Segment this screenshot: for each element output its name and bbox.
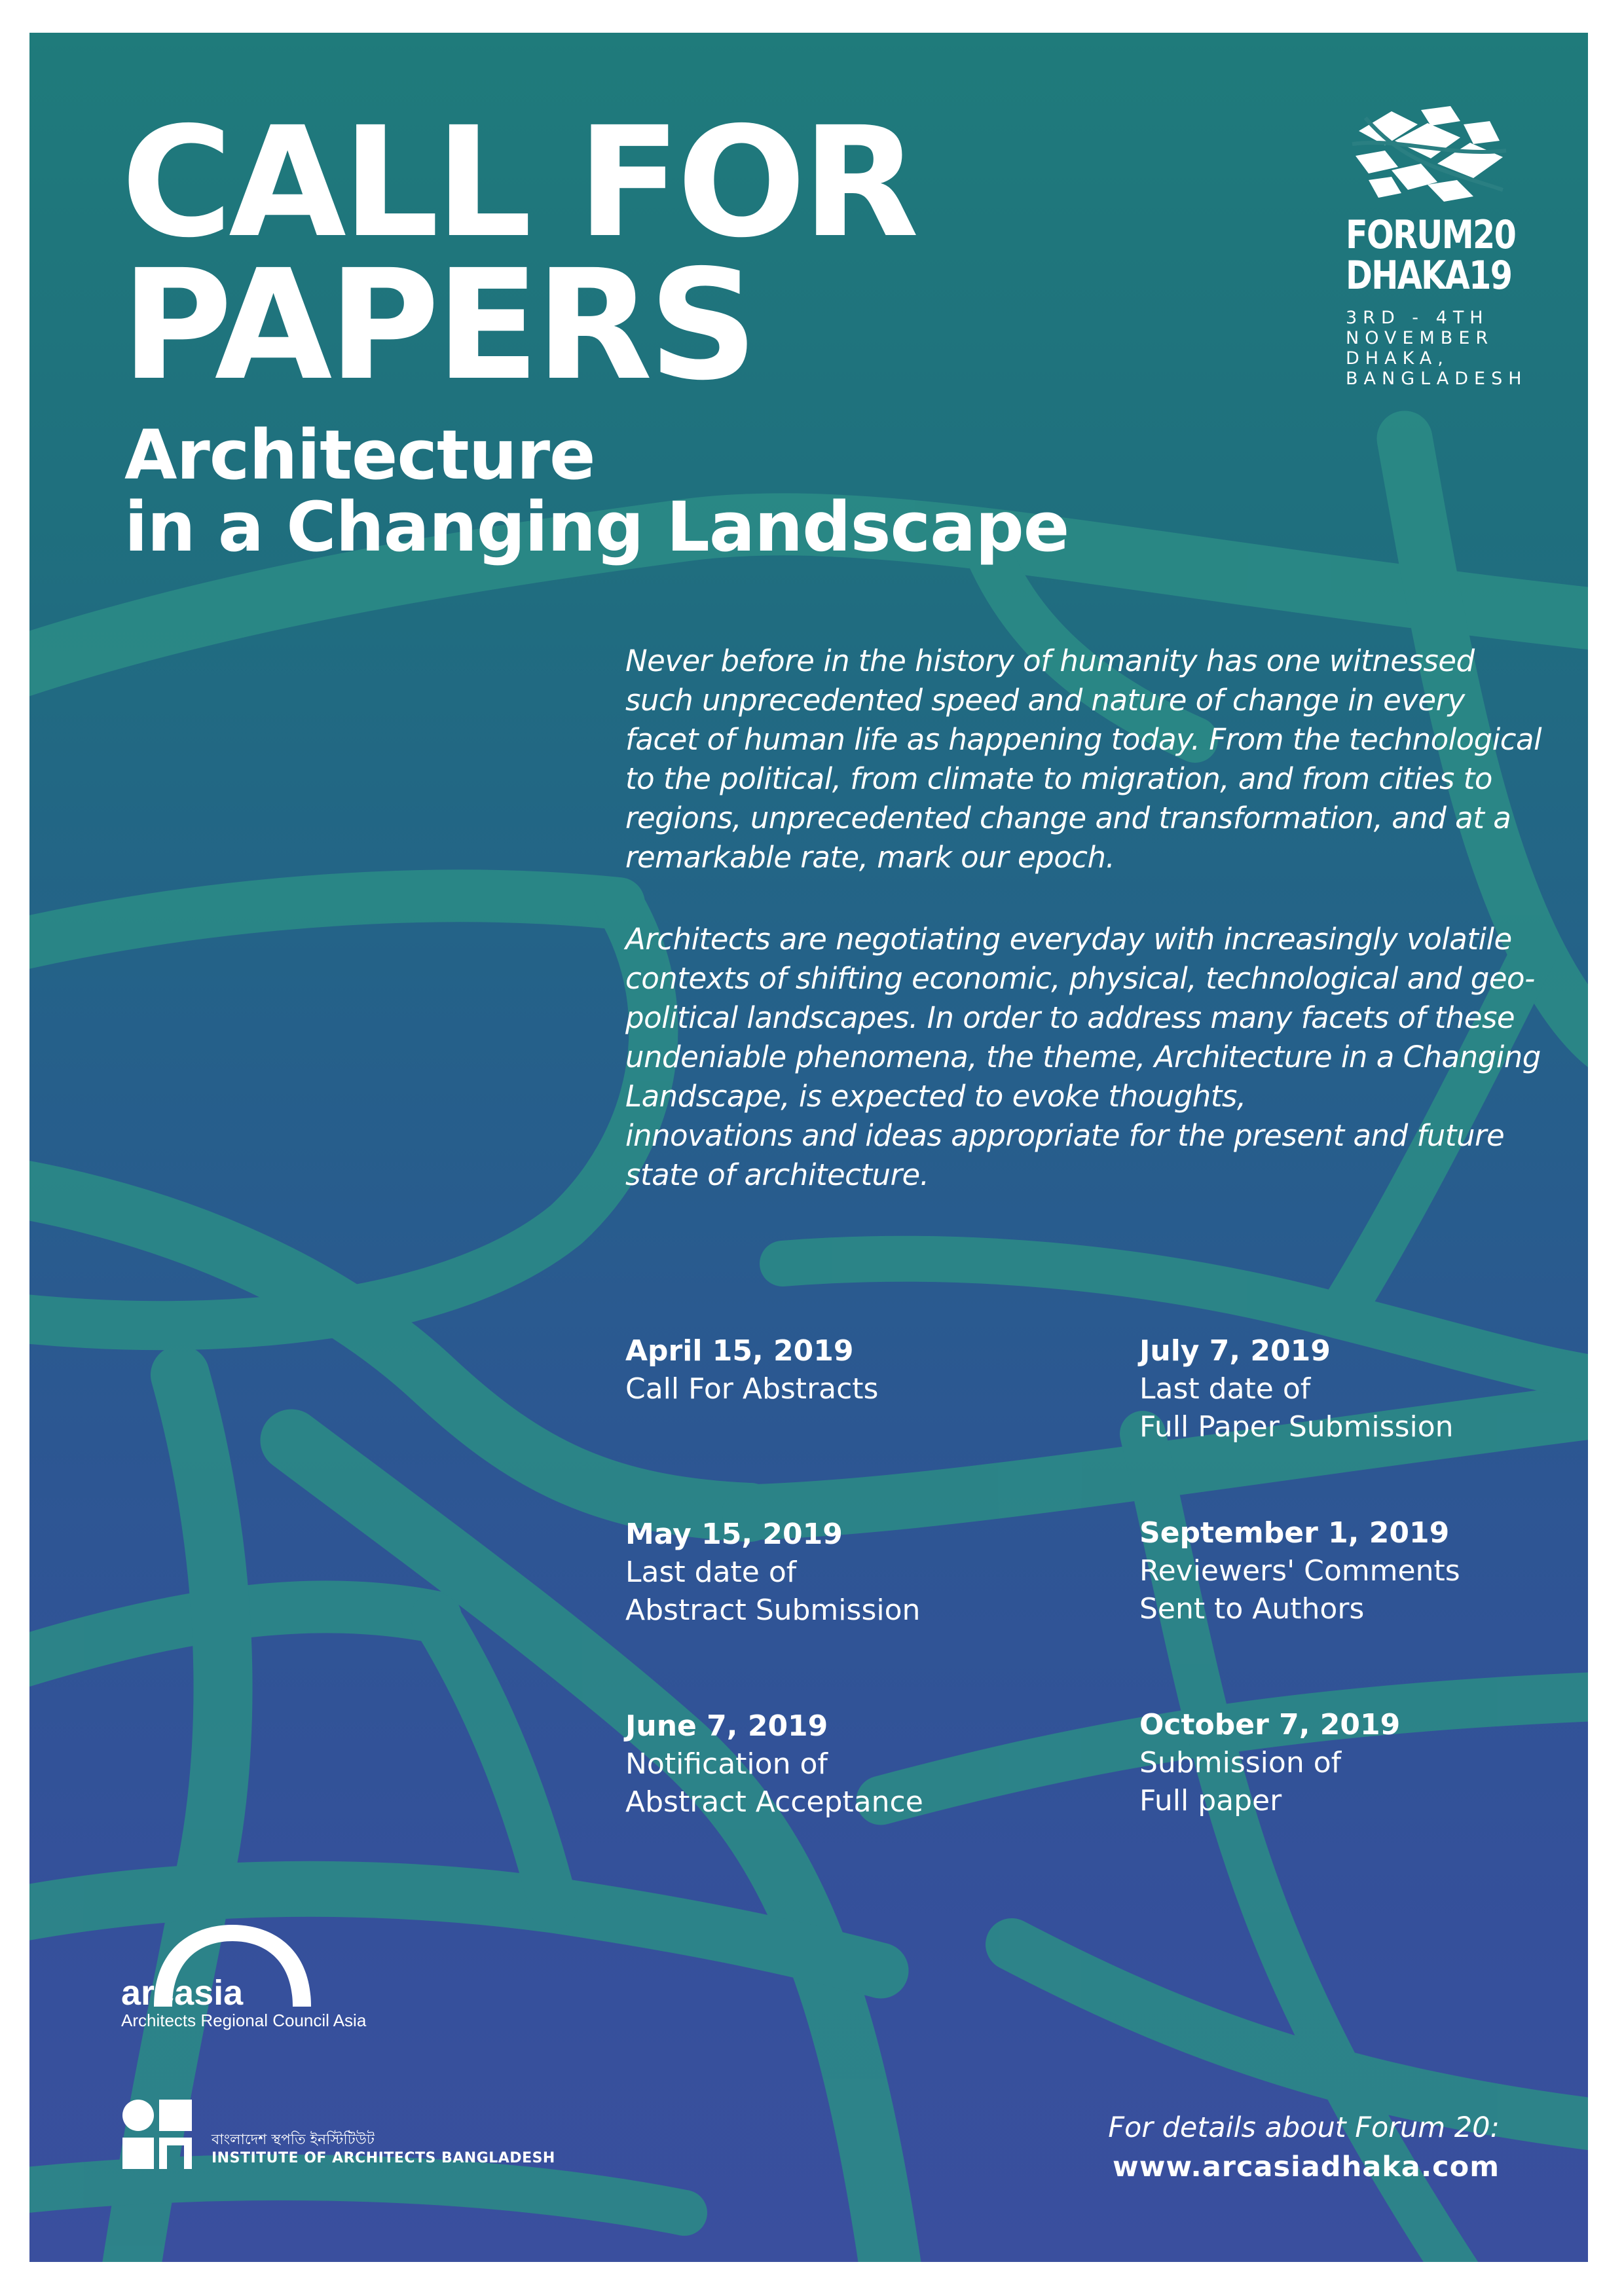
deadline-date: April 15, 2019 <box>625 1334 854 1368</box>
deadline-item <box>625 1516 920 1630</box>
deadline-date: October 7, 2019 <box>1139 1708 1401 1741</box>
deadline-label: Submission of <box>1139 1746 1342 1779</box>
deadline-label: Last date of <box>625 1556 797 1589</box>
forum-logo <box>1346 105 1528 389</box>
arcasia-logo <box>121 1922 403 2030</box>
forum-name-line-2: DHAKA19 <box>1346 253 1512 299</box>
theme-line-1: Architecture <box>124 415 595 495</box>
deadline-label: Abstract Acceptance <box>625 1785 923 1819</box>
forum-month: NOVEMBER <box>1346 328 1494 348</box>
iab-name-bengali: বাংলাদেশ স্থপতি ইনস্টিটিউট <box>212 2132 375 2148</box>
arcasia-wordmark: arcasia <box>121 1973 244 2013</box>
deadline-label: Sent to Authors <box>1139 1592 1365 1626</box>
details-url[interactable]: www.arcasiadhaka.com <box>1112 2151 1500 2183</box>
intro-paragraph-2 <box>625 920 1542 1195</box>
deadline-date: June 7, 2019 <box>625 1709 828 1743</box>
page-title <box>121 94 915 414</box>
deadline-item <box>1139 1706 1400 1820</box>
intro-text-1: Never before in the history of humanity has one witnessed such unprecedented speed and nature of change in every facet of human life as happening today. From the technological to the political, from climate to migration, and from cities to regions, unprecedented change and transformation, and at a remarkable rate, mark our epoch. <box>625 644 1542 875</box>
deadline-label: Full paper <box>1139 1784 1282 1817</box>
deadline-date: September 1, 2019 <box>1139 1516 1450 1550</box>
title-line-1: CALL FOR <box>121 94 915 271</box>
deadline-label: Last date of <box>1139 1372 1311 1406</box>
deadline-item <box>625 1707 923 1821</box>
iab-name-english: INSTITUTE OF ARCHITECTS BANGLADESH <box>212 2150 555 2166</box>
deadline-item <box>625 1332 878 1408</box>
iab-logo <box>121 2098 555 2170</box>
title-line-2: PAPERS <box>121 237 754 414</box>
details-label: For details about Forum 20: <box>1108 2111 1500 2144</box>
deadline-label: Abstract Submission <box>625 1594 921 1627</box>
forum-city: DHAKA, <box>1346 348 1449 369</box>
deadline-date: May 15, 2019 <box>625 1518 843 1551</box>
intro-paragraph-1 <box>625 642 1542 877</box>
forum-country: BANGLADESH <box>1346 369 1528 389</box>
forum-name-line-1: FORUM20 <box>1346 212 1516 258</box>
deadline-label: Full Paper Submission <box>1139 1410 1454 1444</box>
intro-text-2b: innovations and ideas appropriate for the present and future state of architecture. <box>625 1118 1505 1192</box>
arcasia-full-name: Architects Regional Council Asia <box>121 2011 367 2030</box>
deadline-date: July 7, 2019 <box>1139 1334 1331 1368</box>
deadline-item <box>1139 1332 1454 1446</box>
forum-name <box>1346 212 1516 299</box>
theme-title <box>124 415 1069 567</box>
deadline-item <box>1139 1514 1460 1628</box>
details-footer <box>1108 2108 1500 2187</box>
iab-mark-icon <box>121 2098 193 2170</box>
poster <box>29 33 1588 2262</box>
deadline-label: Call For Abstracts <box>625 1372 879 1406</box>
forum-days: 3RD - 4TH <box>1346 308 1489 328</box>
deadline-label: Notification of <box>625 1747 828 1781</box>
forum-landscape-icon <box>1346 105 1509 203</box>
theme-line-2: in a Changing Landscape <box>124 487 1069 567</box>
intro-text-2a: Architects are negotiating everyday with increasingly volatile contexts of shifting economic, physical, technological and geo-political landscapes. In order to address many facets of these undeniable phenomena, the theme, Architecture in a Changing Landscape, is expected to evoke thoughts, <box>625 922 1541 1114</box>
forum-dates <box>1346 308 1528 389</box>
iab-text <box>212 2131 555 2168</box>
deadline-label: Reviewers' Comments <box>1139 1554 1460 1588</box>
